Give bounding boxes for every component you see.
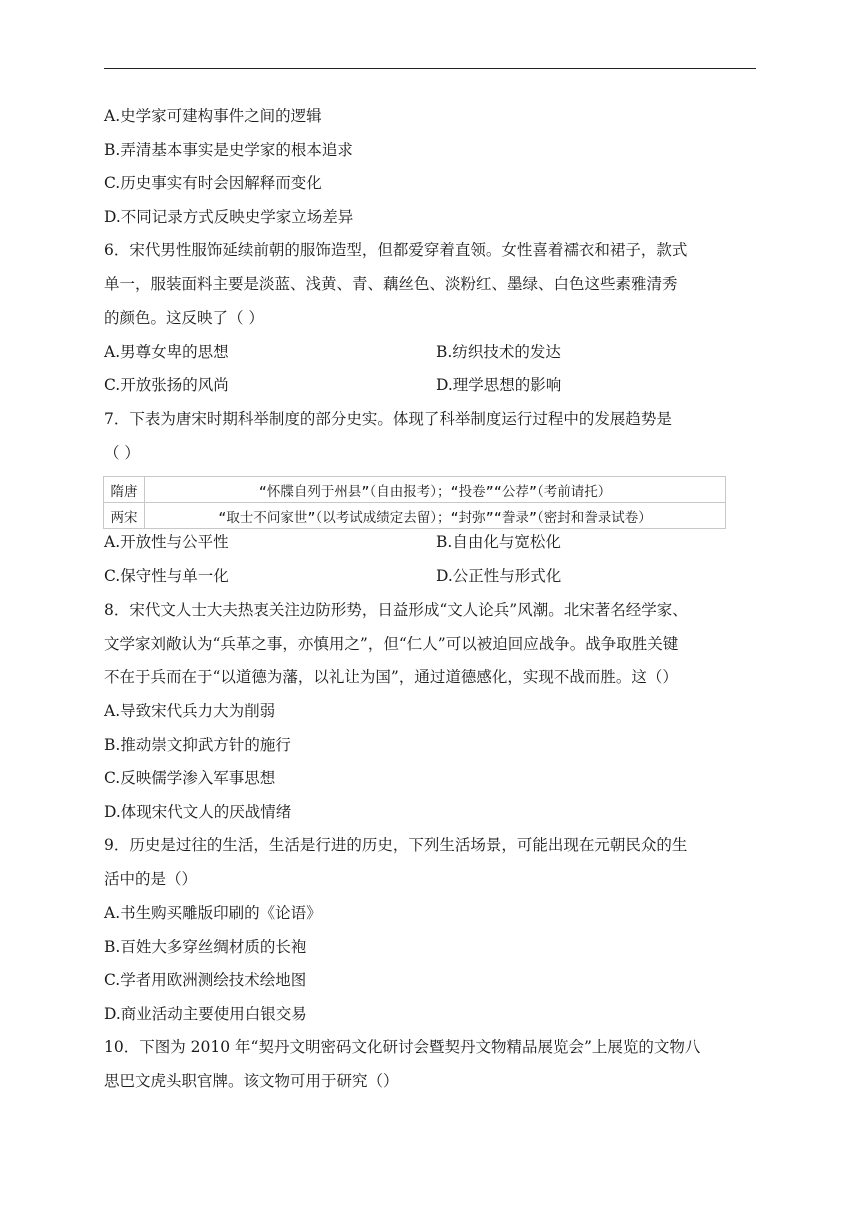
q6-option-d: D.理学思想的影响 (436, 376, 562, 394)
q7-stem-line-1: 7．下表为唐宋时期科举制度的部分史实。体现了科举制度运行过程中的发展趋势是 (104, 410, 672, 428)
q9-option-d: D.商业活动主要使用白银交易 (104, 1005, 307, 1023)
table-cell-era: 两宋 (104, 503, 145, 529)
q5-option-a: A.史学家可建构事件之间的逻辑 (104, 107, 322, 125)
q8-stem-line-3: 不在于兵而在于“以道德为藩，以礼让为国”，通过道德感化，实现不战而胜。这（） (104, 668, 678, 686)
q10-stem-line-2: 思巴文虎头职官牌。该文物可用于研究（） (104, 1072, 399, 1090)
header-rule (104, 68, 756, 69)
q8-option-b: B.推动崇文抑武方针的施行 (104, 736, 291, 754)
q5-option-c: C.历史事实有时会因解释而变化 (104, 174, 322, 192)
q7-table (103, 476, 726, 529)
q7-option-b: B.自由化与宽松化 (436, 533, 561, 551)
q6-stem-line-2: 单一，服装面料主要是淡蓝、浅黄、青、藕丝色、淡粉红、墨绿、白色这些素雅清秀 (104, 275, 678, 293)
table-cell-fact: “怀牒自列于州县”（自由报考）；“投卷”“公荐”（考前请托） (145, 477, 726, 503)
q6-option-b: B.纺织技术的发达 (436, 343, 561, 361)
q8-stem-line-1: 8．宋代文人士大夫热衷关注边防形势，日益形成“文人论兵”风潮。北宋著名经学家、 (104, 601, 688, 619)
q6-options-row-1 (104, 342, 764, 362)
table-cell-era: 隋唐 (104, 477, 145, 503)
q9-option-a: A.书生购买雕版印刷的《论语》 (104, 904, 322, 922)
q7-options-row-1 (104, 532, 764, 552)
table-row (104, 477, 726, 503)
q7-option-c: C.保守性与单一化 (104, 567, 229, 585)
q9-option-c: C.学者用欧洲测绘技术绘地图 (104, 971, 307, 989)
q5-option-d: D.不同记录方式反映史学家立场差异 (104, 208, 354, 226)
q9-option-b: B.百姓大多穿丝绸材质的长袍 (104, 938, 307, 956)
q10-stem-line-1: 10．下图为 2010 年“契丹文明密码文化研讨会暨契丹文物精品展览会”上展览的文物八 (104, 1038, 701, 1056)
table-row (104, 503, 726, 529)
q8-option-a: A.导致宋代兵力大为削弱 (104, 702, 276, 720)
q8-stem-line-2: 文学家刘敞认为“兵革之事，亦慎用之”，但“仁人”可以被迫回应战争。战争取胜关键 (104, 635, 679, 653)
q9-stem-line-1: 9．历史是过往的生活，生活是行进的历史，下列生活场景，可能出现在元朝民众的生 (104, 836, 688, 854)
q7-options-row-2 (104, 566, 764, 586)
q5-option-b: B.弄清基本事实是史学家的根本追求 (104, 141, 353, 159)
q6-stem-line-1: 6．宋代男性服饰延续前朝的服饰造型，但都爱穿着直领。女性喜着襦衣和裙子，款式 (104, 241, 688, 259)
q9-stem-line-2: 活中的是（） (104, 870, 198, 888)
q6-options-row-2 (104, 375, 764, 395)
q8-option-d: D.体现宋代文人的厌战情绪 (104, 803, 292, 821)
q7-stem-line-2: （ ） (104, 444, 140, 462)
q6-option-a: A.男尊女卑的思想 (104, 343, 229, 361)
q7-option-d: D.公正性与形式化 (436, 567, 562, 585)
q8-option-c: C.反映儒学渗入军事思想 (104, 769, 276, 787)
q6-option-c: C.开放张扬的风尚 (104, 376, 229, 394)
q7-option-a: A.开放性与公平性 (104, 533, 229, 551)
q6-stem-line-3: 的颜色。这反映了（ ） (104, 309, 264, 327)
table-cell-fact: “取士不问家世”（以考试成绩定去留）；“封弥”“誊录”（密封和誊录试卷） (145, 503, 726, 529)
